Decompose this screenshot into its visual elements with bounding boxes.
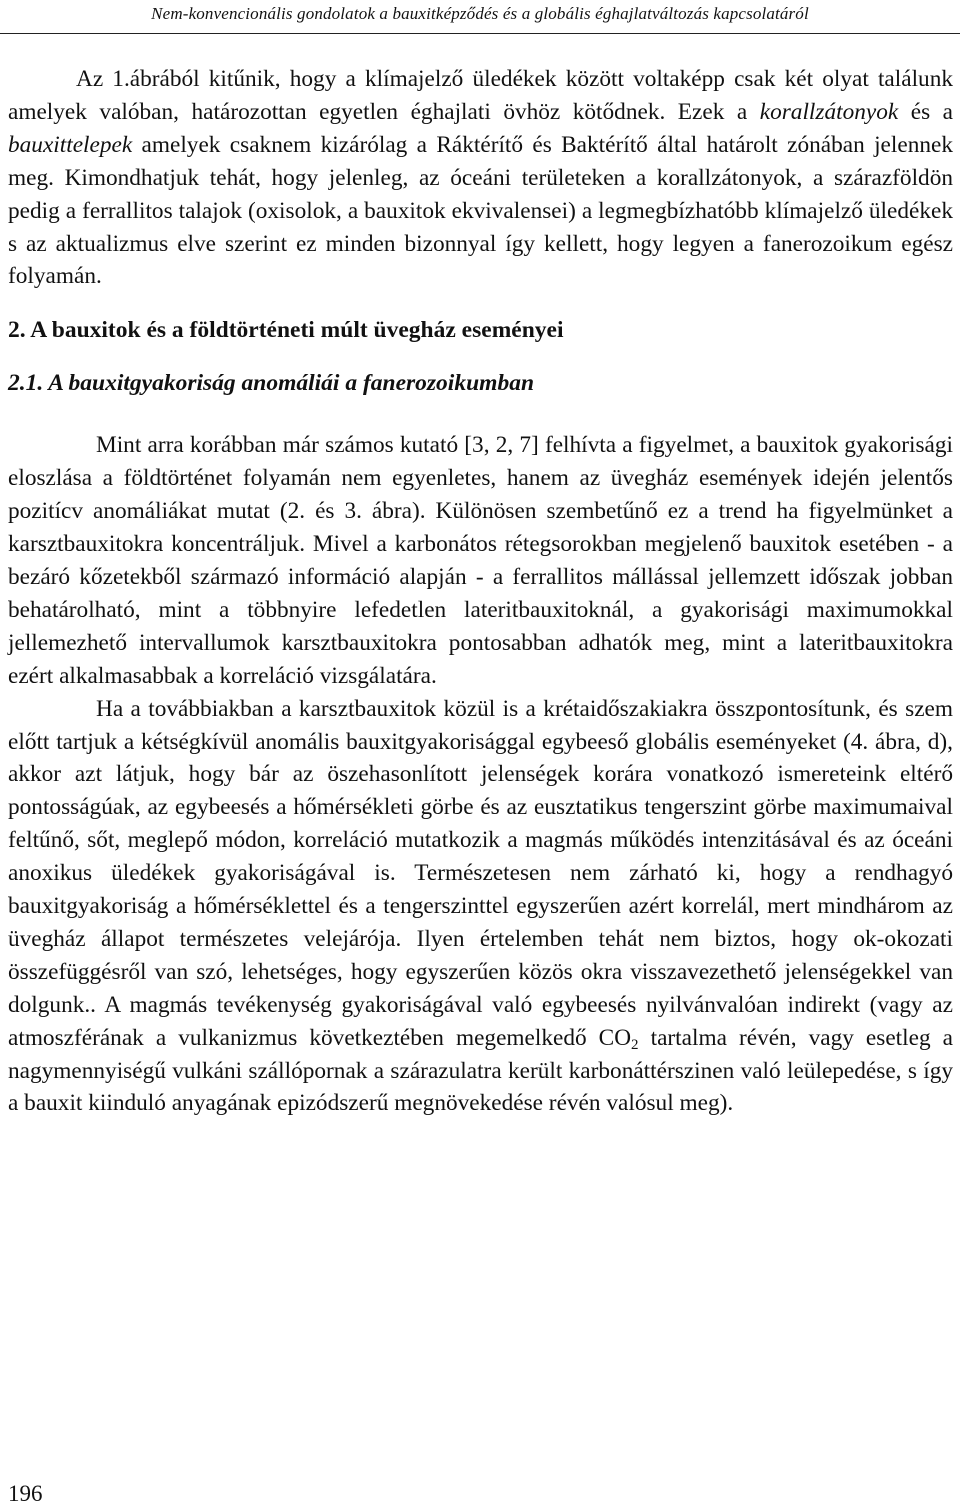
running-title: Nem-konvencionális gondolatok a bauxitképződés és a globális éghajlatváltozás kapcsolatáról — [151, 4, 809, 23]
running-header — [0, 0, 960, 34]
paragraph-1 — [8, 63, 953, 293]
paragraph-1-text-c: amelyek csaknem kizárólag a Ráktérítő és Baktérítő által határolt zónában jelennek meg. Kimondhatjuk tehát, hogy jelenleg, az óceáni területeken a korallzátonyok, a szárazföldön pedig a ferrallitos talajok (oxisolok, a bauxitok ekvivalensei) a legmegbízhatóbb klímajelző üledékek s az aktualizmus elve szerint ez minden bizonnyal így kellett, hogy legyen a fanerozoikum egész folyamán. — [8, 131, 953, 290]
paragraph-3 — [8, 693, 953, 1121]
paragraph-3-text-a: Ha a továbbiakban a karsztbauxitok közül is a krétaidőszakiakra összpontosítunk, és szem előtt tartjuk a kétségkívül anomális bauxitgyakorisággal egybeeső globális eseményeket (4. ábra, d), akkor azt látjuk, hogy bár az öszehasonlított jelenségek korára vonatkozó ismereteink eltérő pontosságúak, az egybeesés a hőmérsékleti görbe és az eusztatikus tengerszint görbe maximumaival feltűnő, sőt, meglepő módon, korreláció mutatkozik a magmás működés intenzitásával és az óceáni anoxikus üledékek gyakoriságával is. Természetesen nem zárható ki, hogy a rendhagyó bauxitgyakoriság a hőmérséklettel és a tengerszinttel egyszerűen azért korrelál, mert mindhárom az üvegház állapot természetes velejárója. Ilyen értelemben tehát nem biztos, hogy ok-okozati összefüggésről van szó, lehetséges, hogy egyszerűen közös okra visszavezethető jelenségekkel van dolgunk.. A magmás tevékenység gyakoriságával való egybeesés nyilvánvalóan indirekt (vagy az atmoszférának a vulkanizmus következtében megemelkedő CO — [8, 695, 953, 1051]
section-heading: 2. A bauxitok és a földtörténeti múlt üvegház eseményei — [8, 317, 564, 344]
paragraph-1-text-a: Az 1.ábrából kitűnik, hogy a klímajelző üledékek között voltaképp csak két olyat találunk amelyek valóban, határozottan egyetlen éghajlati övhöz kötődnek. Ezek a — [8, 66, 953, 125]
term-bauxite-deposits: bauxittelepek — [8, 131, 133, 158]
term-coral-reefs: korallzátonyok — [759, 98, 899, 125]
subsection-heading: 2.1. A bauxitgyakoriság anomáliái a fanerozoikumban — [8, 370, 535, 397]
paragraph-2: Mint arra korábban már számos kutató [3, 2, 7] felhívta a figyelmet, a bauxitok gyakorisági eloszlása a földtörténet folyamán nem egyenletes, hanem az üvegház események idején jelentős pozitícv anomáliákat mutat (2. és 3. ábra). Különösen szembetűnő ez a trend ha figyelmünket a karsztbauxitokra koncentráljuk. Mivel a karbonátos rétegsorokban megjelenő bauxitok esetében - a bezáró kőzetekből származó információ alapján - a ferrallitos mállással jellemzett időszak jobban behatárolható, mint a többnyire lefedetlen lateritbauxitoknál, a gyakorisági maximumokkal jellemezhető intervallumok karsztbauxitokra pontosabban adhatók meg, mint a lateritbauxitokra ezért alkalmasabbak a korreláció vizsgálatára. — [8, 432, 953, 689]
co2-subscript: 2 — [631, 1036, 639, 1053]
paragraph-1-text-b: és a — [898, 98, 953, 125]
page-body — [8, 63, 953, 1120]
paragraph-3-text-b: tartalma révén, vagy esetleg a nagymennyiségű vulkáni szállópornak a szárazulatra került karbonáttérszinen való leülepedése, s így a bauxit kiinduló anyagának epizódszerű megnövekedése révén valósul meg). — [8, 1024, 953, 1117]
page-number: 196 — [8, 1481, 43, 1506]
